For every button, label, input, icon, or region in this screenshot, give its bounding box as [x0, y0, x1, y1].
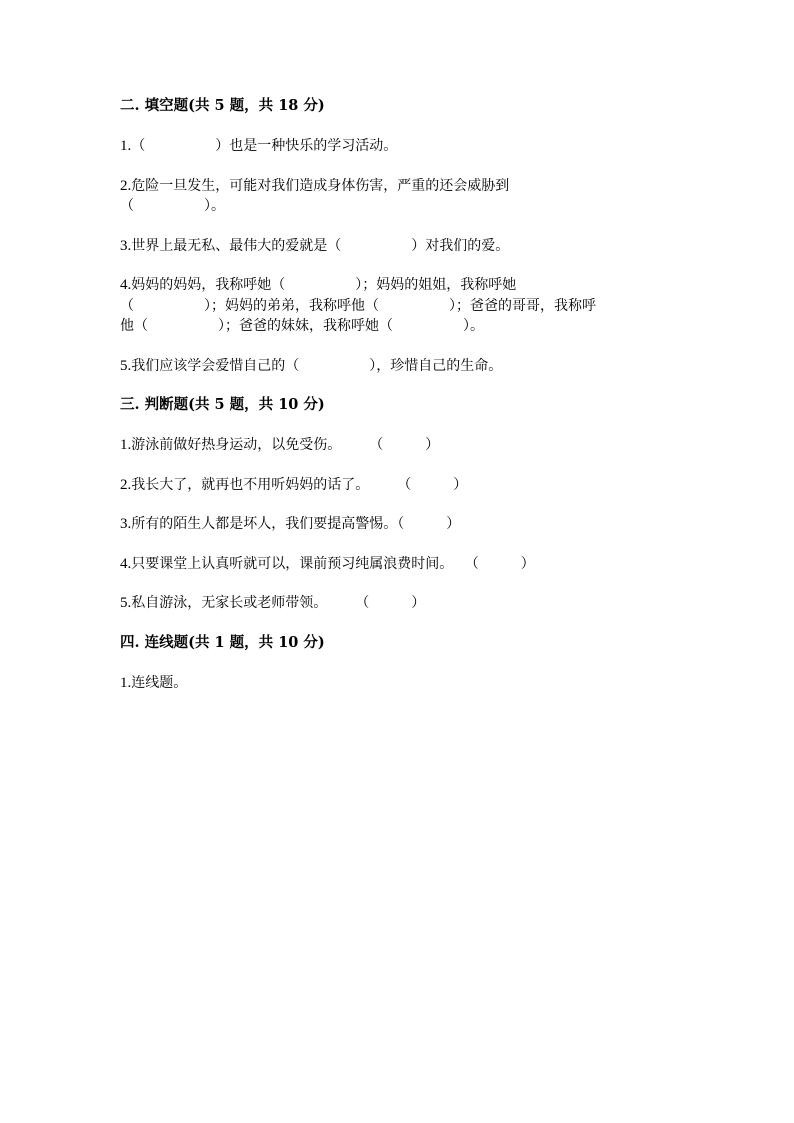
question-item: [120, 475, 680, 496]
question-item: [120, 514, 680, 535]
question-number: 5.: [120, 357, 132, 374]
question-text: 世界上最无私、最伟大的爱就是（ ）对我们的爱。: [131, 237, 510, 254]
question-number: 1.: [120, 138, 132, 154]
question-item: [120, 435, 680, 456]
question-item: [120, 593, 680, 614]
question-item: [120, 236, 680, 257]
question-item: [120, 136, 680, 157]
question-item: [120, 554, 680, 575]
question-text: 我们应该学会爱惜自己的（ ），珍惜自己的生命。: [131, 357, 503, 374]
question-text: （ ）也是一种快乐的学习活动。: [131, 138, 398, 154]
question-text: 我长大了，就再也不用听妈妈的话了。 （ ）: [131, 476, 468, 493]
question-number: 3.: [120, 516, 132, 532]
question-number: 2.: [120, 177, 132, 194]
question-number: 4.: [120, 277, 132, 293]
worksheet-page: [120, 96, 680, 712]
question-text: 妈妈的妈妈，我称呼她（ ）；妈妈的姐姐，我称呼她 （ ）；妈妈的弟弟，我称呼他（ ）；爸爸的哥哥，我称呼 他（ ）；爸爸的妹妹，我称呼她（ ）。: [120, 277, 596, 334]
question-item: [120, 356, 680, 377]
section-true-false: [120, 395, 680, 614]
question-text: 所有的陌生人都是坏人，我们要提高警惕。（ ）: [131, 516, 461, 532]
question-number: 3.: [120, 237, 132, 254]
question-item: [120, 275, 680, 337]
section-title: 二. 填空题(共 5 题，共 18 分): [120, 97, 325, 114]
section-title: 三. 判断题(共 5 题，共 10 分): [120, 396, 325, 413]
question-number: 5.: [120, 595, 132, 611]
question-text: 连线题。: [131, 674, 188, 691]
question-number: 1.: [120, 437, 132, 453]
question-text: 只要课堂上认真听就可以，课前预习纯属浪费时间。 （ ）: [131, 555, 535, 572]
section-fill-in-blank: [120, 96, 680, 376]
question-text: 私自游泳，无家长或老师带领。 （ ）: [131, 595, 426, 611]
section-title: 四. 连线题(共 1 题，共 10 分): [120, 633, 325, 651]
question-number: 1.: [120, 674, 132, 691]
question-number: 4.: [120, 555, 132, 572]
question-item: [120, 673, 680, 694]
question-item: [120, 176, 680, 217]
question-number: 2.: [120, 476, 132, 493]
section-matching: [120, 633, 680, 694]
question-text: 危险一旦发生，可能对我们造成身体伤害，严重的还会威胁到 （ ）。: [120, 177, 510, 214]
question-text: 游泳前做好热身运动，以免受伤。 （ ）: [131, 437, 440, 453]
